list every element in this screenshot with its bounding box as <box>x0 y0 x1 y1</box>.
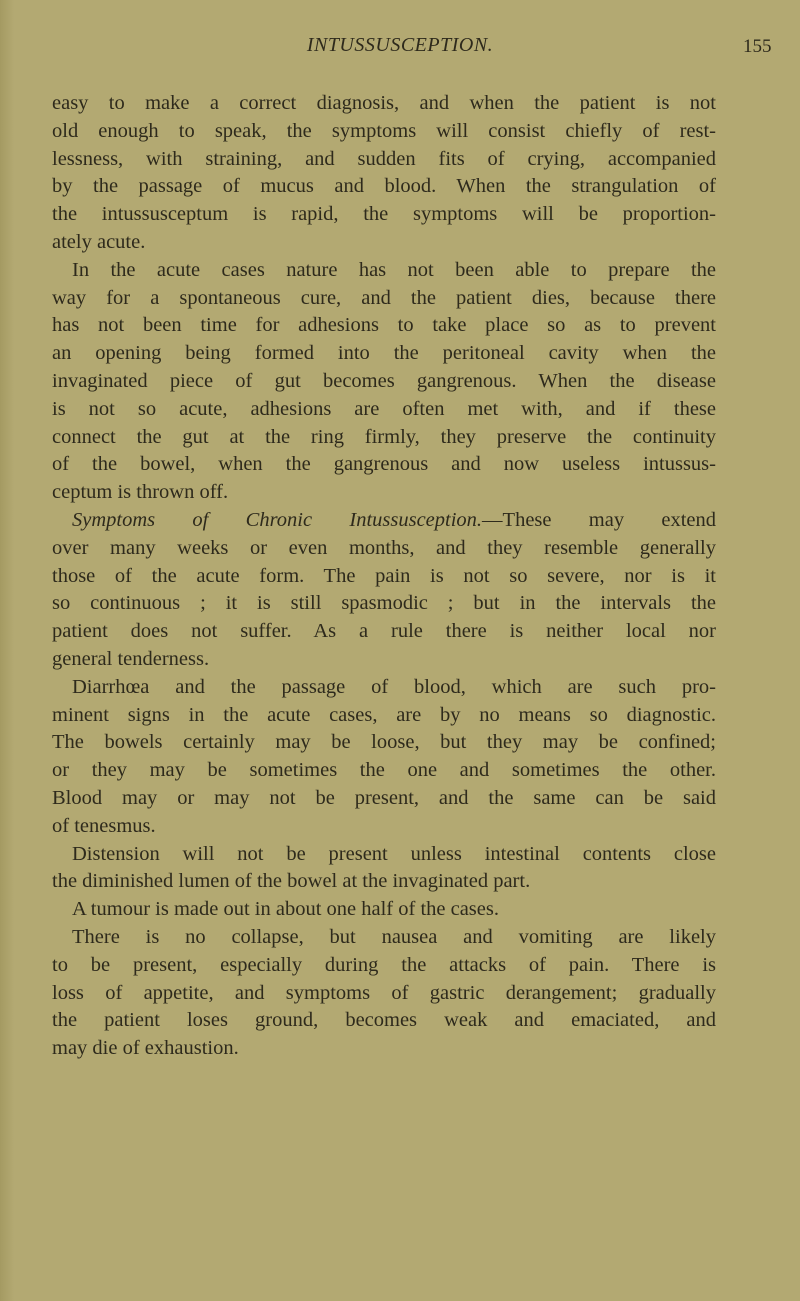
text-line <box>52 757 716 785</box>
text-line <box>52 841 716 869</box>
page-number: 155 <box>743 36 772 57</box>
line-text: ately acute. <box>52 230 146 253</box>
text-line <box>52 896 716 924</box>
line-text: patient does not suffer. As a rule there is neither local nor <box>52 620 716 643</box>
line-text: so continuous ; it is still spasmodic ; but in the intervals the <box>52 592 716 615</box>
line-text: There is no collapse, but nausea and vomiting are likely <box>72 925 716 948</box>
line-text: The bowels certainly may be loose, but they may be confined; <box>52 731 716 754</box>
section-heading-italic: Symptoms of Chronic Intussusception. <box>72 508 483 531</box>
line-text: In the acute cases nature has not been able to prepare the <box>72 258 716 281</box>
line-text: Diarrhœa and the passage of blood, which are such pro- <box>72 675 716 698</box>
text-line <box>52 507 716 535</box>
line-text: old enough to speak, the symptoms will consist chiefly of rest- <box>52 119 716 142</box>
line-text: Blood may or may not be present, and the same can be said <box>52 786 716 809</box>
line-text: minent signs in the acute cases, are by no means so diagnostic. <box>52 703 716 726</box>
text-line <box>52 618 716 646</box>
line-text: to be present, especially during the attacks of pain. There is <box>52 953 716 976</box>
line-text: or they may be sometimes the one and sometimes the other. <box>52 759 716 782</box>
line-text: of the bowel, when the gangrenous and now useless intussus- <box>52 453 716 476</box>
text-line <box>52 1007 716 1035</box>
text-line <box>52 229 716 257</box>
line-text: A tumour is made out in about one half of the cases. <box>72 898 499 921</box>
line-text: Distension will not be present unless intestinal contents close <box>72 842 716 865</box>
text-line <box>52 285 716 313</box>
line-text: is not so acute, adhesions are often met with, and if these <box>52 397 716 420</box>
text-line <box>52 980 716 1008</box>
text-line <box>52 563 716 591</box>
text-line <box>52 479 716 507</box>
text-line <box>52 590 716 618</box>
line-text: the diminished lumen of the bowel at the invaginated part. <box>52 870 531 893</box>
text-line <box>52 201 716 229</box>
text-line <box>52 424 716 452</box>
line-text: loss of appetite, and symptoms of gastric derangement; gradually <box>52 981 716 1004</box>
line-text: general tenderness. <box>52 647 210 670</box>
line-text: —These may extend <box>482 508 717 531</box>
text-line <box>52 646 716 674</box>
line-text: connect the gut at the ring firmly, they preserve the continuity <box>52 425 716 448</box>
line-text: the patient loses ground, becomes weak and emaciated, and <box>52 1009 716 1032</box>
line-text: has not been time for adhesions to take place so as to prevent <box>52 314 716 337</box>
line-text: way for a spontaneous cure, and the patient dies, because there <box>52 286 716 309</box>
line-text: by the passage of mucus and blood. When the strangulation of <box>52 175 716 198</box>
page-header <box>0 34 800 60</box>
body-text <box>52 90 716 1063</box>
text-line <box>52 813 716 841</box>
line-text: invaginated piece of gut becomes gangrenous. When the disease <box>52 369 716 392</box>
text-line <box>52 674 716 702</box>
text-line <box>52 535 716 563</box>
text-line <box>52 868 716 896</box>
line-text: an opening being formed into the peritoneal cavity when the <box>52 342 716 365</box>
page-gutter-shadow <box>0 0 14 1301</box>
line-text: those of the acute form. The pain is not so severe, nor is it <box>52 564 716 587</box>
text-line <box>52 952 716 980</box>
text-line <box>52 451 716 479</box>
line-text: ceptum is thrown off. <box>52 481 229 504</box>
line-text: of tenesmus. <box>52 814 156 837</box>
text-line <box>52 340 716 368</box>
text-line <box>52 702 716 730</box>
text-line <box>52 312 716 340</box>
text-line <box>52 396 716 424</box>
running-title: INTUSSUSCEPTION. <box>306 34 494 56</box>
text-line <box>52 173 716 201</box>
text-line <box>52 1035 716 1063</box>
line-text: easy to make a correct diagnosis, and when the patient is not <box>52 92 716 114</box>
text-line <box>52 729 716 757</box>
text-line <box>52 146 716 174</box>
text-line <box>52 257 716 285</box>
line-text: the intussusceptum is rapid, the symptoms will be proportion- <box>52 203 716 226</box>
text-line <box>52 368 716 396</box>
text-line <box>52 924 716 952</box>
text-line <box>52 90 716 118</box>
line-text: lessness, with straining, and sudden fits of crying, accompanied <box>52 147 716 170</box>
text-line <box>52 118 716 146</box>
line-text: may die of exhaustion. <box>52 1037 239 1060</box>
text-line <box>52 785 716 813</box>
line-text: over many weeks or even months, and they resemble generally <box>52 536 716 559</box>
